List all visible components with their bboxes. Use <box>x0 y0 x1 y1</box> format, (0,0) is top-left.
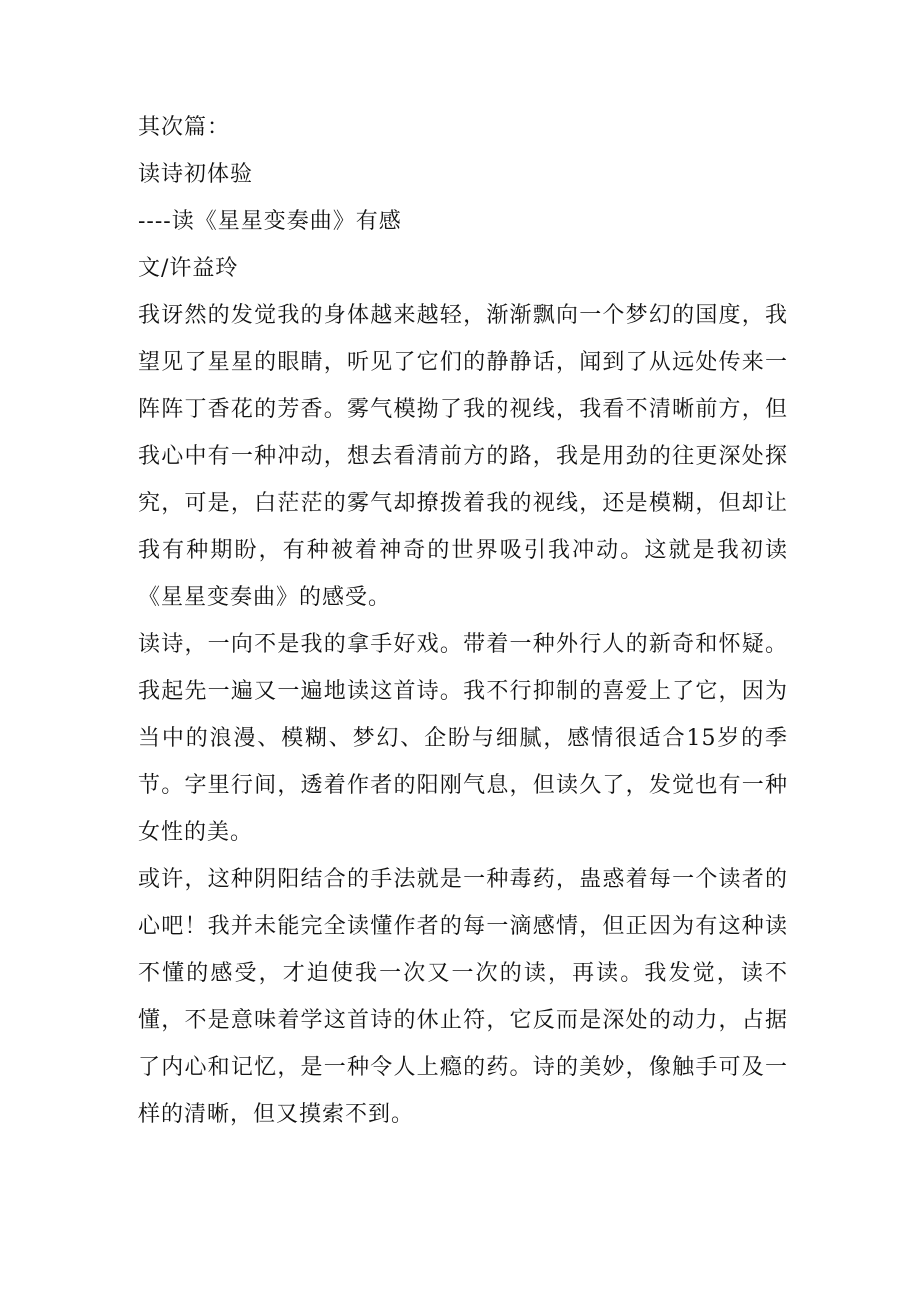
document-body <box>138 104 788 1138</box>
paragraph-3: 或许，这种阴阳结合的手法就是一种毒药，蛊惑着每一个读者的心吧！我并未能完全读懂作者的每一滴感情，但正因为有这种读不懂的感受，才迫使我一次又一次的读，再读。我发觉，读不懂，不是意味着学这首诗的休止符，它反而是深处的动力，占据了内心和记忆，是一种令人上瘾的药。诗的美妙，像触手可及一样的清晰，但又摸索不到。 <box>138 867 788 1127</box>
author-line: 文/许益玲 <box>138 256 239 281</box>
essay-subtitle: ----读《星星变奏曲》有感 <box>138 209 402 234</box>
paragraph-2: 读诗，一向不是我的拿手好戏。带着一种外行人的新奇和怀疑。我起先一遍又一遍地读这首诗。我不行抑制的喜爱上了它，因为当中的浪漫、模糊、梦幻、企盼与细腻，感情很适合15岁的季节。字里行间，透着作者的阳刚气息，但读久了，发觉也有一种女性的美。 <box>138 632 788 845</box>
chapter-heading: 其次篇： <box>138 115 231 140</box>
essay-title: 读诗初体验 <box>138 162 254 187</box>
paragraph-1: 我讶然的发觉我的身体越来越轻，渐渐飘向一个梦幻的国度，我望见了星星的眼睛，听见了它们的静静话，闻到了从远处传来一阵阵丁香花的芳香。雾气模拗了我的视线，我看不清晰前方，但我心中有一种冲动，想去看清前方的路，我是用劲的往更深处探究，可是，白茫茫的雾气却撩拨着我的视线，还是模糊，但却让我有种期盼，有种被着神奇的世界吸引我冲动。这就是我初读《星星变奏曲》的感受。 <box>138 303 788 610</box>
